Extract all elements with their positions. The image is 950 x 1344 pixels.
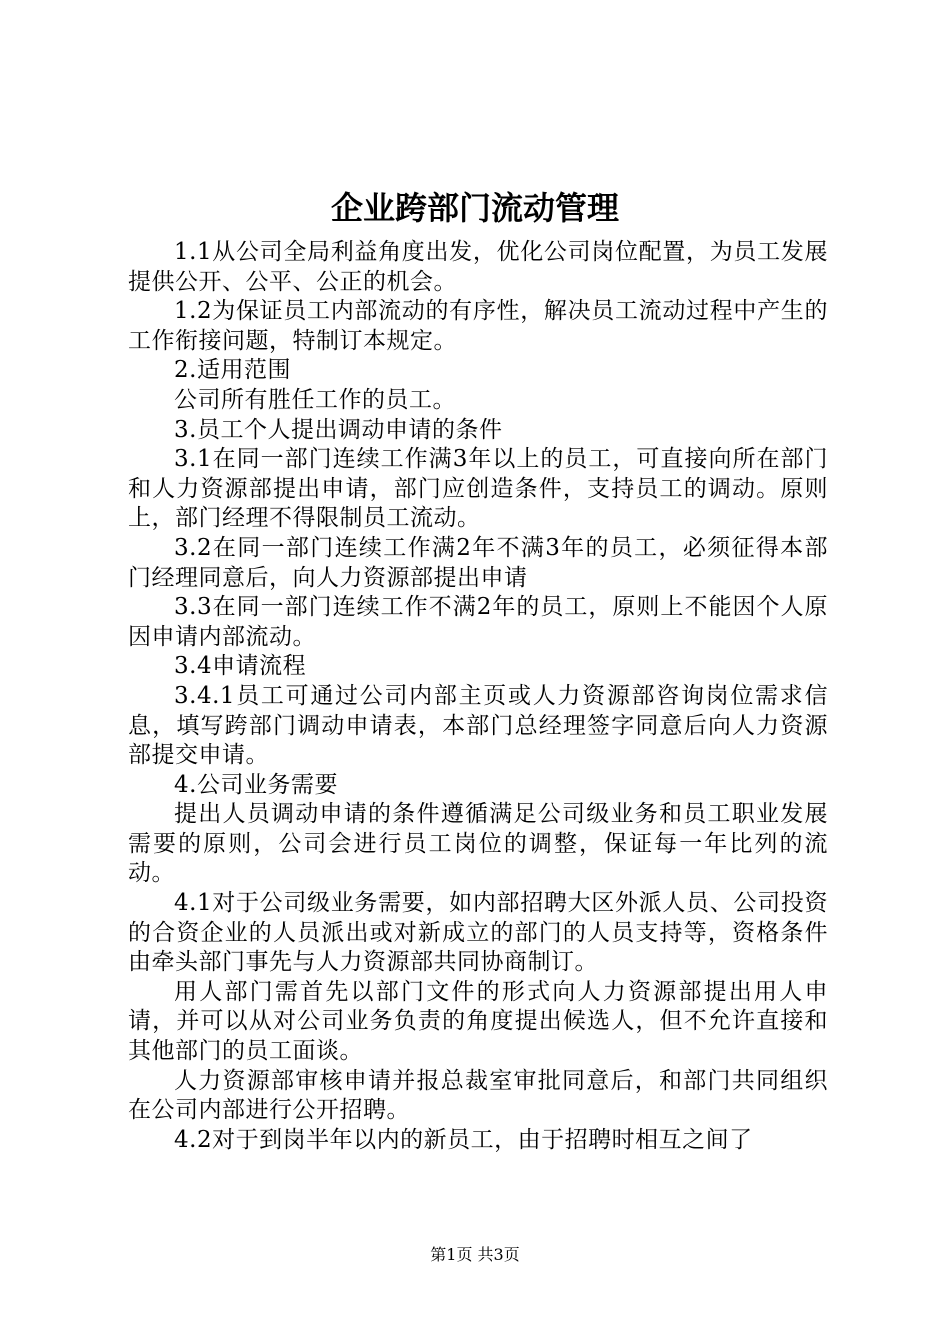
section-heading-3: 3.员工个人提出调动申请的条件 <box>174 416 503 443</box>
section-heading-3-4: 3.4申请流程 <box>174 653 307 680</box>
page-footer: 第1页 共3页 <box>430 1245 520 1264</box>
paragraph-3-4-1: 3.4.1员工可通过公司内部主页或人力资源部咨询岗位需求信息，填写跨部门调动申请表，本部门总经理签字同意后向人力资源部提交申请。 <box>128 682 828 769</box>
paragraph-3-3: 3.3在同一部门连续工作不满2年的员工，原则上不能因个人原因申请内部流动。 <box>128 594 828 650</box>
paragraph-4-1-b: 人力资源部审核申请并报总裁室审批同意后，和部门共同组织在公司内部进行公开招聘。 <box>128 1067 828 1124</box>
paragraph-3-1: 3.1在同一部门连续工作满3年以上的员工，可直接向所在部门和人力资源部提出申请，部门应创造条件，支持员工的调动。原则上，部门经理不得限制员工流动。 <box>128 446 828 532</box>
paragraph-4-1: 4.1对于公司级业务需要，如内部招聘大区外派人员、公司投资的合资企业的人员派出或对新成立的部门的人员支持等，资格条件由牵头部门事先与人力资源部共同协商制订。 <box>128 890 828 976</box>
paragraph-3-2: 3.2在同一部门连续工作满2年不满3年的员工，必须征得本部门经理同意后，向人力资源部提出申请 <box>128 534 828 591</box>
section-heading-4: 4.公司业务需要 <box>174 771 338 798</box>
paragraph-1-2: 1.2为保证员工内部流动的有序性，解决员工流动过程中产生的工作衔接问题，特制订本规定。 <box>128 298 828 354</box>
paragraph-4-1-a: 用人部门需首先以部门文件的形式向人力资源部提出用人申请，并可以从对公司业务负责的角度提出候选人，但不允许直接和其他部门的员工面谈。 <box>128 978 828 1065</box>
document-body <box>128 238 828 1155</box>
paragraph-4-2: 4.2对于到岗半年以内的新员工，由于招聘时相互之间了 <box>174 1126 753 1153</box>
paragraph-2-body: 公司所有胜任工作的员工。 <box>174 386 456 413</box>
paragraph-4-intro: 提出人员调动申请的条件遵循满足公司级业务和员工职业发展需要的原则，公司会进行员工岗位的调整，保证每一年比列的流动。 <box>128 801 828 887</box>
document-title: 企业跨部门流动管理 <box>330 189 619 227</box>
paragraph-1-1: 1.1从公司全局利益角度出发，优化公司岗位配置，为员工发展提供公开、公平、公正的机会。 <box>128 239 828 295</box>
section-heading-2: 2.适用范围 <box>174 357 291 384</box>
